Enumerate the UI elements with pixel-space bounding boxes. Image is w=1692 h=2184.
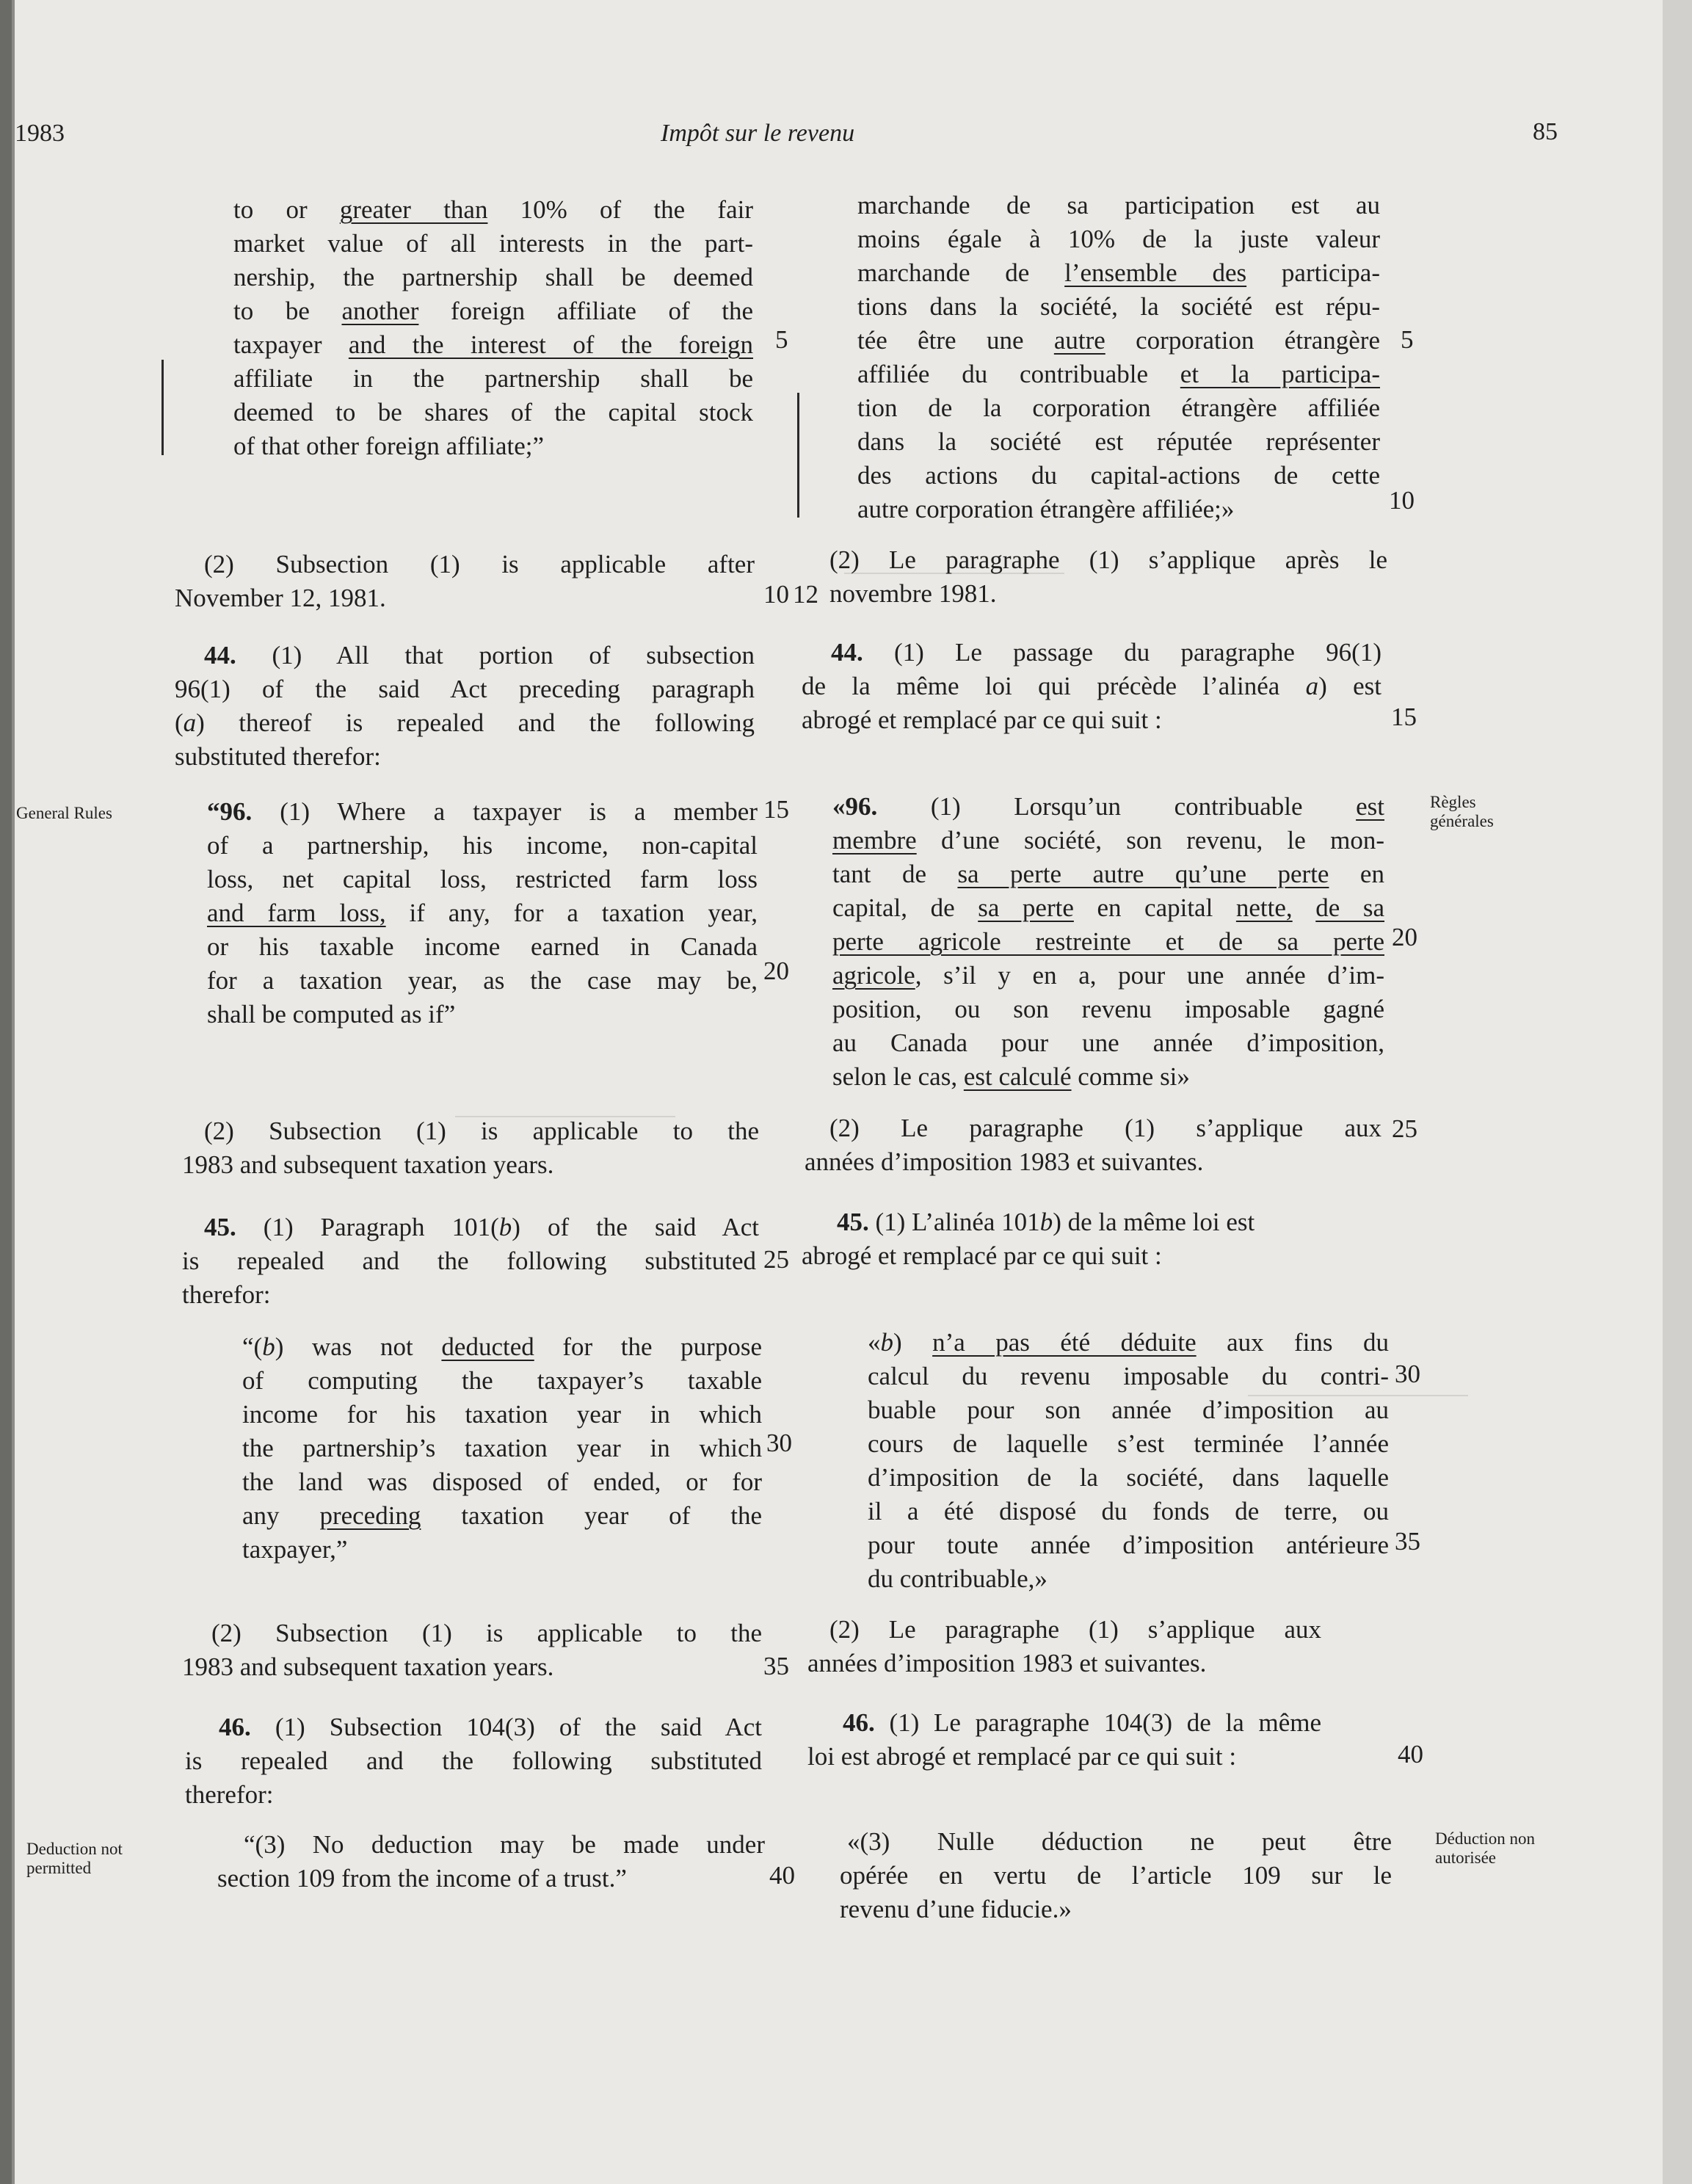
text-run: to be [233, 297, 342, 325]
text-line: of that other foreign affiliate;” [233, 432, 545, 460]
amended-text: est [1356, 792, 1384, 821]
text-line [182, 1211, 759, 1244]
text-line: of a partnership, his income, non-capital [207, 831, 758, 860]
fr-section-44-2 [805, 1111, 1381, 1179]
text-run: d’une société, son revenu, le mon- [916, 826, 1384, 855]
en-section-101b [242, 1330, 762, 1567]
en-section-46-1 [185, 1710, 762, 1812]
text-line [175, 639, 755, 672]
amended-text: l’ensemble des [1064, 258, 1247, 287]
text-line [807, 1706, 1392, 1740]
text-line: (2) Le paragraphe (1) s’applique aux [829, 1615, 1321, 1644]
text-line: therefor: [185, 1780, 274, 1809]
amended-text: nette, [1235, 893, 1293, 922]
en-section-43-2 [175, 548, 755, 615]
text-line: abrogé et remplacé par ce qui suit : [802, 705, 1162, 734]
amended-text: deducted [441, 1332, 534, 1361]
text-line: tion de la corporation étrangère affiliée [857, 393, 1380, 422]
amended-text: sa perte autre qu’une perte [957, 860, 1329, 888]
section-number: 46. [843, 1708, 875, 1737]
text-line: shall be computed as if” [207, 1000, 456, 1028]
text-line: «(3) Nulle déduction ne peut être [847, 1827, 1392, 1856]
header-year: 1983 [15, 120, 65, 147]
text-run: marchande de [857, 258, 1065, 287]
text-line: 1983 and subsequent taxation years. [182, 1652, 554, 1681]
en-section-45-2 [182, 1617, 762, 1684]
text-line: section 109 from the income of a trust.” [217, 1864, 627, 1893]
text-line [233, 193, 753, 227]
amended-text: n’a pas été déduite [932, 1328, 1197, 1357]
text-run: (1) Where a taxpayer is a member [252, 797, 758, 826]
section-number: «96. [832, 792, 878, 821]
fr-section-43-2 [829, 543, 1387, 611]
line-number-fr: 35 [1395, 1527, 1420, 1556]
margin-note-general-rules-fr [1430, 793, 1494, 831]
line-number-fr: 25 [1392, 1114, 1417, 1143]
section-number: 45. [204, 1213, 236, 1241]
text-line: calcul du revenu imposable du contri- [868, 1362, 1389, 1390]
text-line: cours de laquelle s’est terminée l’année [868, 1429, 1389, 1458]
text-line [857, 358, 1380, 391]
binding-edge [0, 0, 12, 2184]
text-run: b [498, 1213, 512, 1241]
margin-note-line: Déduction non [1435, 1829, 1536, 1848]
en-section-96 [207, 795, 758, 1031]
text-line: is repealed and the following substituted [182, 1247, 756, 1275]
line-number-fr: 30 [1395, 1360, 1420, 1388]
text-line: (2) Le paragraphe (1) s’applique aux [829, 1114, 1381, 1142]
header-title: Impôt sur le revenu [661, 120, 855, 147]
text-run: a [1305, 672, 1319, 700]
page-number: 85 [1533, 118, 1558, 145]
en-section-44-2 [182, 1114, 759, 1182]
en-section-104-3 [217, 1828, 765, 1895]
text-line: November 12, 1981. [175, 584, 386, 612]
text-run: foreign affiliate of the [418, 297, 753, 325]
fr-section-104-3 [840, 1825, 1392, 1926]
text-run: taxation year of the [421, 1501, 762, 1530]
text-line: dans la société est réputée représenter [857, 427, 1380, 456]
text-line: substituted therefor: [175, 742, 381, 771]
amended-text: greater than [339, 195, 488, 224]
text-line: of computing the taxpayer’s taxable [242, 1366, 762, 1395]
text-line: années d’imposition 1983 et suivantes. [805, 1147, 1204, 1176]
binding-edge-line [12, 0, 15, 2184]
en-section-45-1 [182, 1211, 759, 1312]
text-run: (1) Subsection 104(3) of the said Act [250, 1713, 762, 1741]
amended-text: another [341, 297, 419, 325]
margin-note-line: Règles [1430, 793, 1476, 811]
text-run: (1) Lorsqu’un contribuable [877, 792, 1357, 821]
text-run: (1) Le paragraphe 104(3) de la même [874, 1708, 1321, 1737]
text-run: for the purpose [534, 1332, 762, 1361]
text-line: d’imposition de la société, dans laquelle [868, 1463, 1389, 1492]
line-number-fr: 5 [1401, 325, 1414, 354]
text-line: tions dans la société, la société est répu- [857, 292, 1380, 321]
text-line: (2) Subsection (1) is applicable to the [211, 1619, 762, 1647]
text-line: (2) Subsection (1) is applicable after [204, 550, 755, 578]
text-run: to or [233, 195, 340, 224]
text-run: en capital [1073, 893, 1236, 922]
fr-section-45-2 [807, 1613, 1392, 1680]
text-line: loi est abrogé et remplacé par ce qui suit : [807, 1742, 1237, 1771]
line-number-en: 30 [766, 1429, 792, 1457]
amended-text: autre [1053, 326, 1105, 355]
text-line: 96(1) of the said Act preceding paragraph [175, 675, 755, 703]
text-line: position, ou son revenu imposable gagné [832, 995, 1384, 1023]
line-number-fr: 10 [1389, 486, 1415, 515]
text-run: a [183, 708, 197, 737]
text-line [802, 1205, 1381, 1239]
text-line [242, 1499, 762, 1533]
text-line: abrogé et remplacé par ce qui suit : [802, 1241, 1162, 1270]
text-line: au Canada pour une année d’imposition, [832, 1028, 1384, 1057]
line-number-en: 25 [763, 1245, 789, 1274]
line-number-en: 40 [769, 1861, 795, 1890]
fr-section-46-1 [807, 1706, 1392, 1774]
text-line: the partnership’s taxation year in which [242, 1434, 762, 1462]
amended-text: membre [832, 826, 917, 855]
text-line [832, 790, 1384, 824]
text-line: market value of all interests in the part- [233, 229, 753, 258]
text-line: for a taxation year, as the case may be, [207, 966, 758, 995]
text-run: comme si» [1071, 1062, 1190, 1091]
margin-note-line: générales [1430, 812, 1494, 830]
amended-text: est calculé [963, 1062, 1072, 1091]
text-line [857, 256, 1380, 290]
text-run: tant de [832, 860, 958, 888]
text-line [185, 1710, 762, 1744]
text-line: taxpayer,” [242, 1535, 348, 1564]
en-section-44-1 [175, 639, 755, 774]
fr-continuation-paragraph [857, 189, 1380, 526]
text-line [832, 857, 1384, 891]
text-line: deemed to be shares of the capital stock [233, 398, 753, 427]
text-line: “(3) No deduction may be made under [244, 1830, 765, 1859]
text-run: ) of the said Act [512, 1213, 759, 1241]
text-line [802, 636, 1381, 670]
text-line: or his taxable income earned in Canada [207, 932, 758, 961]
line-number-en: 5 [775, 325, 788, 354]
text-line: nership, the partnership shall be deemed [233, 263, 753, 291]
text-line: affiliate in the partnership shall be [233, 364, 753, 393]
text-run: (1) L’alinéa 101 [868, 1208, 1040, 1236]
text-run: en [1329, 860, 1384, 888]
text-line [233, 328, 753, 362]
text-line: il a été disposé du fonds de terre, ou [868, 1497, 1389, 1525]
amended-text: sa perte [978, 893, 1074, 922]
text-run: ( [175, 708, 184, 737]
text-line [207, 795, 758, 829]
line-number-en: 10 [763, 580, 789, 609]
text-run: tée être une [857, 326, 1054, 355]
margin-note-line: autorisée [1435, 1849, 1497, 1867]
section-number: 44. [831, 638, 863, 667]
text-line [857, 324, 1380, 358]
text-line: buable pour son année d’imposition au [868, 1396, 1389, 1424]
en-continuation-paragraph [233, 193, 753, 463]
text-run: “( [242, 1332, 263, 1361]
line-number-en: 15 [763, 795, 789, 824]
text-run: any [242, 1501, 320, 1530]
text-line: autre corporation étrangère affiliée;» [857, 495, 1235, 523]
text-line [802, 670, 1381, 703]
text-line: therefor: [182, 1280, 271, 1309]
text-line: marchande de sa participation est au [857, 191, 1380, 220]
text-line: income for his taxation year in which [242, 1400, 762, 1429]
text-line: 1983 and subsequent taxation years. [182, 1150, 554, 1179]
text-line: opérée en vertu de l’article 109 sur le [840, 1861, 1392, 1890]
text-run: ) [893, 1328, 933, 1357]
fr-section-44-1 [802, 636, 1381, 737]
text-line [175, 706, 755, 740]
text-run: selon le cas, [832, 1062, 964, 1091]
text-run: b [1039, 1208, 1053, 1236]
amended-text: and farm loss, [207, 899, 386, 927]
text-run: (1) All that portion of subsection [236, 641, 755, 670]
text-line [832, 891, 1384, 925]
text-line: the land was disposed of ended, or for [242, 1468, 762, 1496]
amended-text: and the interest of the foreign [348, 330, 754, 359]
text-line: du contribuable,» [868, 1564, 1047, 1593]
text-run: (1) Le passage du paragraphe 96(1) [863, 638, 1381, 667]
text-run: (1) Paragraph 101( [236, 1213, 499, 1241]
text-line: pour toute année d’imposition antérieure [868, 1531, 1389, 1559]
text-line [242, 1330, 762, 1364]
text-run: b [262, 1332, 275, 1361]
text-line: moins égale à 10% de la juste valeur [857, 225, 1380, 253]
text-run: « [868, 1328, 881, 1357]
fr-section-45-1 [802, 1205, 1381, 1273]
line-number-en: 20 [763, 957, 789, 985]
amended-text: de sa [1315, 893, 1385, 922]
text-line: (2) Subsection (1) is applicable to the [204, 1117, 759, 1145]
margin-note-deduction-fr [1435, 1829, 1535, 1868]
margin-note-general-rules-en: General Rules [16, 804, 112, 822]
text-line: perte agricole restreinte et de sa perte [832, 927, 1384, 956]
text-line: loss, net capital loss, restricted farm loss [207, 865, 758, 893]
margin-note-deduction-en [26, 1840, 123, 1878]
line-number-fr: 12 [793, 580, 818, 609]
text-run: ) est [1318, 672, 1381, 700]
line-number-fr: 15 [1391, 703, 1417, 731]
text-line: novembre 1981. [829, 579, 997, 608]
section-number: “96. [207, 797, 253, 826]
text-run: ) thereof is repealed and the following [196, 708, 755, 737]
text-line [207, 896, 758, 930]
line-number-fr: 40 [1398, 1740, 1423, 1768]
text-run: affiliée du contribuable [857, 360, 1180, 388]
text-line: (2) Le paragraphe (1) s’applique après le [829, 545, 1387, 574]
text-run: de la même loi qui précède l’alinéa [802, 672, 1306, 700]
margin-note-line: permitted [26, 1859, 92, 1877]
text-run: ) was not [275, 1332, 442, 1361]
text-line: années d’imposition 1983 et suivantes. [807, 1649, 1207, 1677]
text-run: aux fins du [1196, 1328, 1390, 1357]
text-run [1293, 893, 1316, 922]
text-line [832, 824, 1384, 857]
text-run: if any, for a taxation year, [385, 899, 758, 927]
text-line: is repealed and the following substituted [185, 1746, 762, 1775]
amended-text: preceding [319, 1501, 421, 1530]
scan-margin [1663, 0, 1692, 2184]
text-run: corporation étrangère [1105, 326, 1380, 355]
text-run: b [880, 1328, 893, 1357]
text-run: 10% of the fair [487, 195, 753, 224]
text-run: ) de la même loi est [1053, 1208, 1255, 1236]
line-number-fr: 20 [1392, 923, 1417, 951]
text-line [868, 1326, 1389, 1360]
amendment-bar-left [161, 360, 164, 455]
section-number: 44. [204, 641, 236, 670]
text-line: revenu d’une fiducie.» [840, 1895, 1072, 1923]
text-run: taxpayer [233, 330, 349, 359]
text-run: capital, de [832, 893, 978, 922]
fr-section-96 [832, 790, 1384, 1094]
text-run: participa- [1246, 258, 1380, 287]
line-number-en: 35 [763, 1652, 789, 1680]
text-run: , s’il y en a, pour une année d’im- [915, 961, 1384, 990]
text-line: des actions du capital-actions de cette [857, 461, 1380, 490]
text-line [832, 959, 1384, 993]
section-number: 45. [837, 1208, 869, 1236]
fr-section-101b [868, 1326, 1389, 1596]
text-line [832, 1060, 1384, 1094]
amended-text: agricole [832, 961, 915, 990]
section-number: 46. [219, 1713, 251, 1741]
margin-note-line: Deduction not [26, 1840, 123, 1858]
amendment-bar-right [797, 393, 799, 518]
text-line [233, 294, 753, 328]
amended-text: et la participa- [1180, 360, 1381, 388]
